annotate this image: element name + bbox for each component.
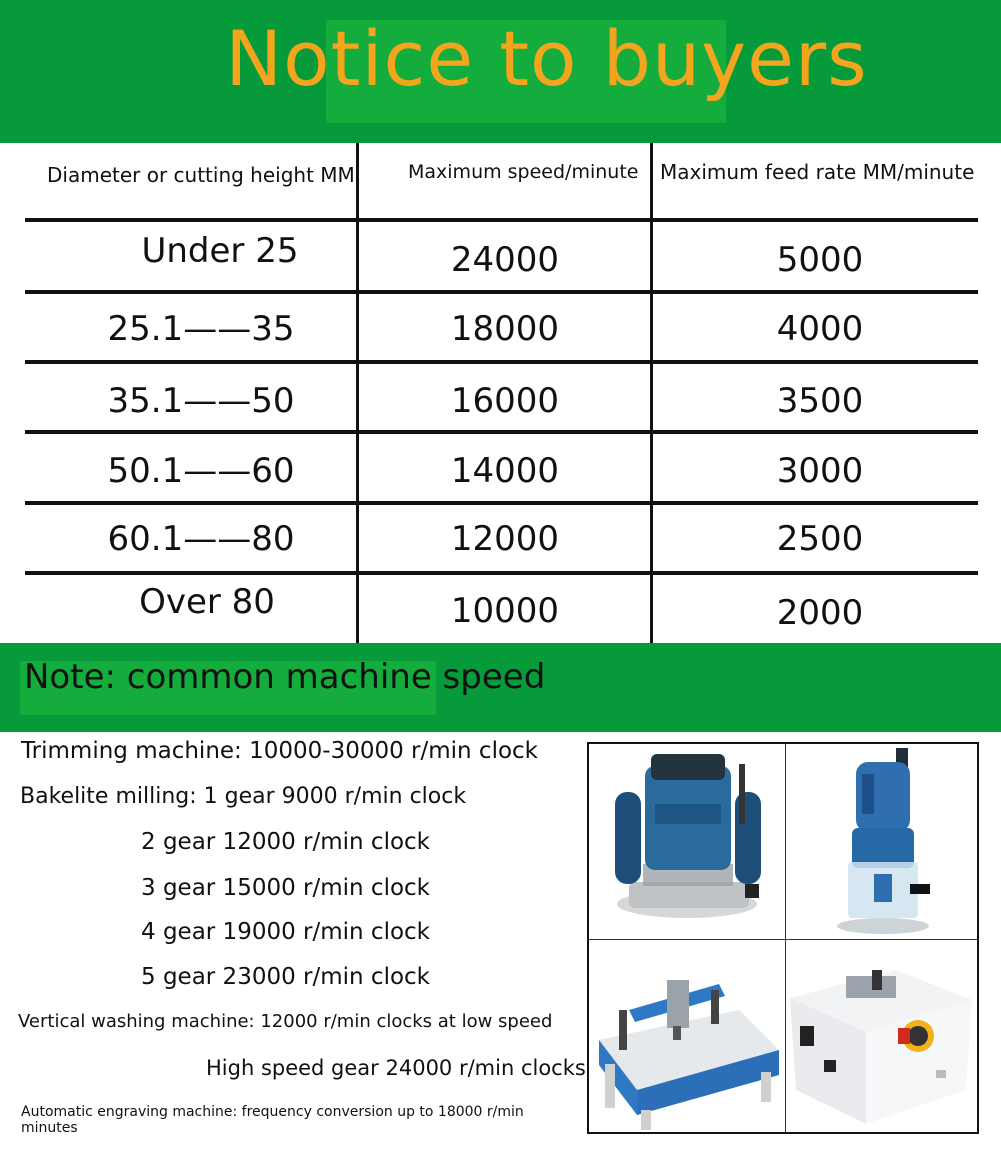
table-cell: 50.1——60 — [107, 451, 295, 491]
cnc-engraving-machine-image — [589, 940, 785, 1132]
table-header-feed: Maximum feed rate MM/minute — [660, 160, 975, 184]
table-cell: Under 25 — [141, 231, 299, 271]
table-cell: 3500 — [776, 381, 864, 421]
table-cell: 10000 — [450, 591, 560, 631]
table-cell: 5000 — [776, 240, 864, 280]
table-cell: 24000 — [450, 240, 560, 280]
note-banner — [0, 643, 1001, 732]
table-header-diameter: Diameter or cutting height MM — [47, 163, 355, 187]
table-cell: 3000 — [776, 451, 864, 491]
table-rule — [25, 501, 978, 505]
table-cell: 2500 — [776, 519, 864, 559]
table-header-speed: Maximum speed/minute — [408, 161, 639, 183]
list-item: Vertical washing machine: 12000 r/min clocks at low speed — [18, 1011, 553, 1032]
list-item: 4 gear 19000 r/min clock — [141, 919, 430, 945]
table-cell: 12000 — [450, 519, 560, 559]
table-cell: 25.1——35 — [107, 309, 295, 349]
table-cell: 18000 — [450, 309, 560, 349]
table-cell: Over 80 — [139, 582, 275, 622]
table-cell: 16000 — [450, 381, 560, 421]
router-machine-image — [589, 744, 785, 939]
list-item: 3 gear 15000 r/min clock — [141, 875, 430, 901]
header-banner — [0, 0, 1001, 143]
note-title: Note: common machine speed — [24, 657, 546, 697]
page-title: Notice to buyers — [225, 14, 868, 103]
table-cell: 60.1——80 — [107, 519, 295, 559]
list-item: Trimming machine: 10000-30000 r/min clock — [21, 738, 539, 764]
table-rule — [25, 430, 978, 434]
table-rule — [25, 218, 978, 222]
list-item: 5 gear 23000 r/min clock — [141, 964, 430, 990]
list-item: High speed gear 24000 r/min clocks — [206, 1056, 586, 1080]
table-rule — [25, 571, 978, 575]
list-item: Automatic engraving machine: frequency conversion up to 18000 r/min minutes — [21, 1104, 524, 1136]
list-item: 2 gear 12000 r/min clock — [141, 829, 430, 855]
spindle-moulder-image — [786, 940, 977, 1132]
machine-image-grid — [587, 742, 979, 1134]
table-cell: 2000 — [776, 593, 864, 633]
table-cell: 4000 — [776, 309, 864, 349]
trimming-machine-image — [786, 744, 977, 939]
table-rule — [25, 360, 978, 364]
table-rule — [25, 290, 978, 294]
list-item: Bakelite milling: 1 gear 9000 r/min clock — [20, 784, 467, 809]
table-cell: 35.1——50 — [107, 381, 295, 421]
table-cell: 14000 — [450, 451, 560, 491]
